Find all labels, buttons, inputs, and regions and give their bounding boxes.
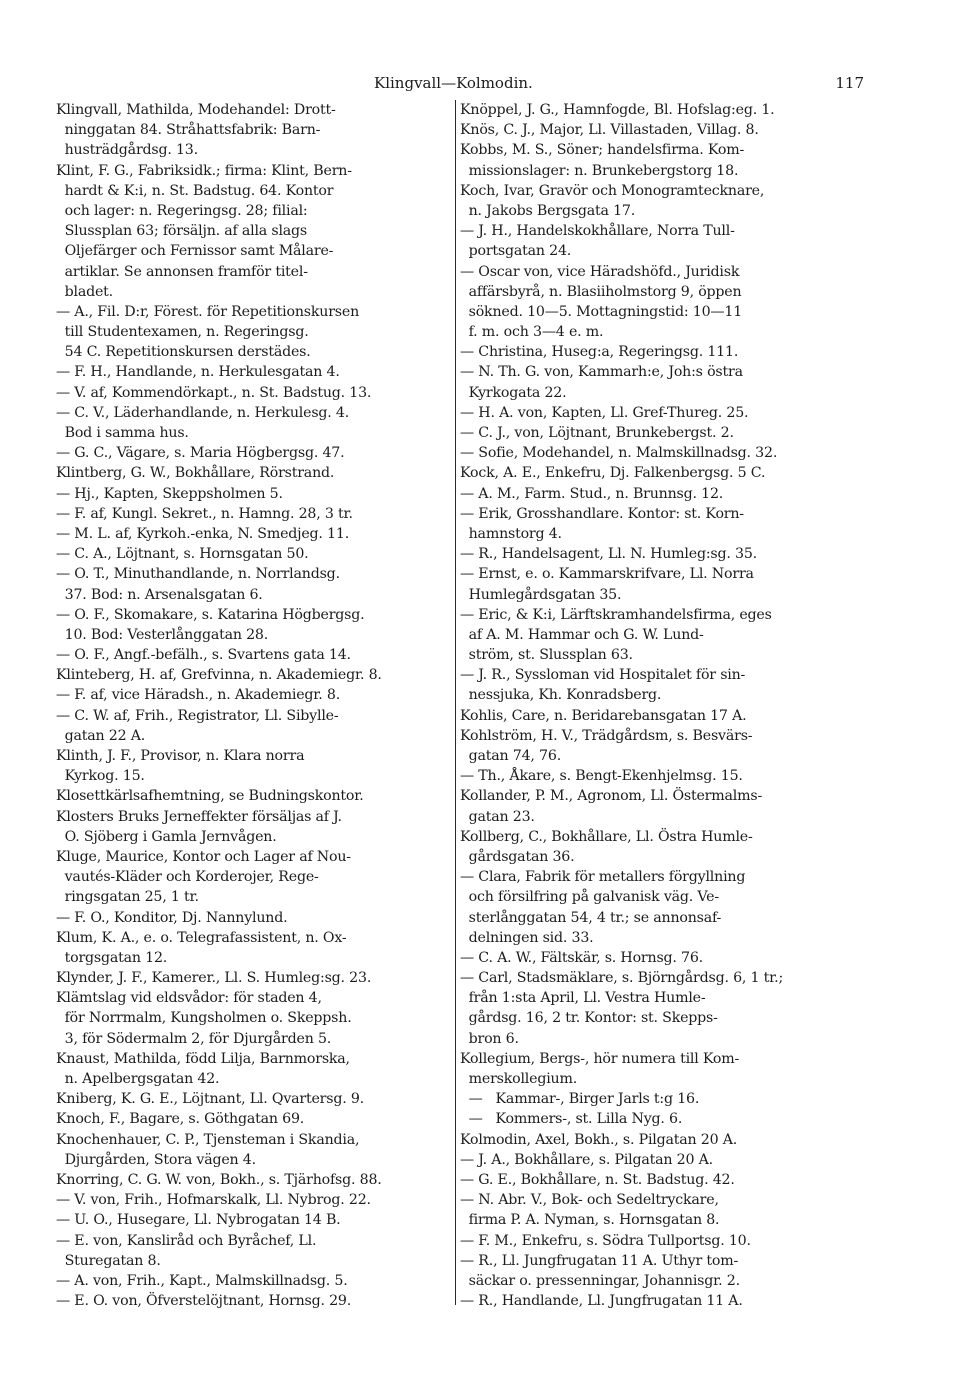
directory-entry-line: Klum, K. A., e. o. Telegrafassistent, n. Ox-: [56, 929, 347, 946]
directory-entry-line: Klinth, J. F., Provisor, n. Klara norra: [56, 748, 305, 764]
directory-entry-line: — A., Fil. D:r, Förest. för Repetitionskursen: [56, 303, 360, 320]
directory-entry-line: affärsbyrå, n. Blasiiholmstorg 9, öppen: [460, 283, 742, 300]
directory-entry-line: portsgatan 24.: [460, 243, 572, 260]
directory-entry-line: 10. Bod: Vesterlånggatan 28.: [56, 626, 269, 643]
directory-entry-line: firma P. A. Nyman, s. Hornsgatan 8.: [460, 1212, 720, 1229]
directory-entry-line: Klingvall, Mathilda, Modehandel: Drott-: [56, 102, 336, 118]
directory-entry-line: — V. von, Frih., Hofmarskalk, Ll. Nybrog. 22.: [56, 1192, 371, 1209]
directory-entry-line: Kyrkog. 15.: [56, 768, 145, 785]
directory-entry-line: — F. af, vice Häradsh., n. Akademiegr. 8.: [56, 687, 341, 704]
directory-entry-line: hamnstorg 4.: [460, 525, 562, 542]
directory-entry-line: gatan 22 A.: [56, 727, 146, 744]
directory-entry-line: — H. A. von, Kapten, Ll. Gref-Thureg. 25.: [460, 404, 749, 421]
directory-entry-line: sökned. 10—5. Mottagningstid: 10—11: [460, 303, 743, 320]
directory-entry-line: och lager: n. Regeringsg. 28; filial:: [56, 202, 308, 219]
directory-entry-line: — R., Handlande, Ll. Jungfrugatan 11 A.: [460, 1293, 743, 1310]
directory-entry-line: nessjuka, Kh. Konradsberg.: [460, 687, 662, 704]
directory-entry-line: ninggatan 84. Stråhattsfabrik: Barn-: [56, 122, 321, 139]
directory-entry-line: Oljefärger och Fernissor samt Målare-: [56, 243, 334, 260]
directory-entry-line: — Christina, Huseg:a, Regeringsg. 111.: [460, 344, 739, 361]
directory-entry-line: Klinteberg, H. af, Grefvinna, n. Akademiegr. 8.: [56, 667, 382, 684]
page-number: 117: [835, 74, 864, 92]
directory-entry-line: delningen sid. 33.: [460, 929, 594, 946]
directory-entry-line: säckar o. pressenningar, Johannisgr. 2.: [460, 1272, 740, 1289]
directory-entry-line: Kohlis, Care, n. Beridarebansgatan 17 A.: [460, 707, 747, 724]
left-column: [56, 100, 452, 1311]
directory-entry-line: 37. Bod: n. Arsenalsgatan 6.: [56, 586, 263, 603]
directory-entry-line: Knös, C. J., Major, Ll. Villastaden, Villag. 8.: [460, 122, 759, 139]
directory-entry-line: — O. T., Minuthandlande, n. Norrlandsg.: [56, 566, 340, 583]
directory-entry-line: — Oscar von, vice Häradshöfd., Juridisk: [460, 263, 740, 280]
directory-entry-line: — C. A., Löjtnant, s. Hornsgatan 50.: [56, 546, 309, 563]
directory-entry-line: Kohlström, H. V., Trädgårdsm, s. Besvärs-: [460, 727, 753, 744]
directory-entry-line: Knaust, Mathilda, född Lilja, Barnmorska,: [56, 1050, 350, 1067]
directory-entry-line: — Kammar-, Birger Jarls t:g 16.: [460, 1091, 700, 1108]
right-column: [460, 100, 866, 1311]
directory-entry-line: — A. M., Farm. Stud., n. Brunnsg. 12.: [460, 485, 724, 502]
directory-entry-line: — C. W. af, Frih., Registrator, Ll. Sibylle-: [56, 707, 339, 724]
directory-entry-line: vautés-Kläder och Korderojer, Rege-: [56, 869, 319, 886]
directory-entry-line: — F. H., Handlande, n. Herkulesgatan 4.: [56, 364, 340, 381]
directory-entry-line: Kniberg, K. G. E., Löjtnant, Ll. Qvartersg. 9.: [56, 1091, 364, 1108]
directory-entry-line: Humlegårdsgatan 35.: [460, 586, 622, 603]
directory-entry-line: Bod i samma hus.: [56, 425, 189, 441]
directory-entry-line: — R., Handelsagent, Ll. N. Humleg:sg. 35.: [460, 546, 757, 563]
directory-entry-line: Kobbs, M. S., Söner; handelsfirma. Kom-: [460, 142, 745, 159]
directory-entry-line: Koch, Ivar, Gravör och Monogramtecknare,: [460, 182, 765, 199]
directory-entry-line: — J. A., Bokhållare, s. Pilgatan 20 A.: [460, 1151, 713, 1168]
directory-entry-line: — G. C., Vägare, s. Maria Högbergsg. 47.: [56, 445, 345, 462]
directory-entry-line: — A. von, Frih., Kapt., Malmskillnadsg. 5.: [56, 1272, 348, 1289]
directory-entry-line: f. m. och 3—4 e. m.: [460, 324, 604, 341]
directory-entry-line: Knorring, C. G. W. von, Bokh., s. Tjärhofsg. 88.: [56, 1171, 382, 1188]
directory-entry-line: ström, st. Slussplan 63.: [460, 647, 633, 664]
directory-entry-line: Djurgården, Stora vägen 4.: [56, 1151, 256, 1168]
directory-entry-line: — U. O., Husegare, Ll. Nybrogatan 14 B.: [56, 1212, 341, 1229]
directory-entry-line: — Kommers-, st. Lilla Nyg. 6.: [460, 1111, 683, 1128]
running-title: Klingvall—Kolmodin.: [374, 74, 533, 92]
directory-entry-line: — G. E., Bokhållare, n. St. Badstug. 42.: [460, 1171, 735, 1188]
directory-entry-line: merskollegium.: [460, 1071, 578, 1087]
directory-entry-line: Kock, A. E., Enkefru, Dj. Falkenbergsg. 5 C.: [460, 465, 766, 482]
directory-entry-line: — Sofie, Modehandel, n. Malmskillnadsg. 32.: [460, 445, 778, 462]
directory-entry-line: — C. J., von, Löjtnant, Brunkebergst. 2.: [460, 425, 734, 441]
directory-entry-line: bladet.: [56, 283, 113, 300]
directory-entry-line: — C. V., Läderhandlande, n. Herkulesg. 4.: [56, 404, 350, 421]
directory-entry-line: bron 6.: [460, 1030, 519, 1047]
directory-entry-line: missionslager: n. Brunkebergstorg 18.: [460, 162, 739, 179]
directory-entry-line: Klosettkärlsafhemtning, se Budningskontor.: [56, 788, 364, 805]
directory-entry-line: Sturegatan 8.: [56, 1252, 161, 1269]
directory-entry-line: Klämtslag vid eldsvådor: för staden 4,: [56, 990, 322, 1007]
directory-entry-line: O. Sjöberg i Gamla Jernvågen.: [56, 828, 277, 845]
directory-entry-line: ringsgatan 25, 1 tr.: [56, 889, 199, 906]
directory-entry-line: — F. O., Konditor, Dj. Nannylund.: [56, 909, 288, 926]
directory-entry-line: 54 C. Repetitionskursen derstädes.: [56, 344, 311, 361]
directory-entry-line: Kolmodin, Axel, Bokh., s. Pilgatan 20 A.: [460, 1131, 738, 1148]
directory-entry-line: husträdgårdsg. 13.: [56, 142, 198, 159]
directory-entry-line: — F. M., Enkefru, s. Södra Tullportsg. 10.: [460, 1232, 751, 1249]
directory-entry-line: Kollberg, C., Bokhållare, Ll. Östra Humle-: [460, 828, 753, 845]
directory-entry-line: — Th., Åkare, s. Bengt-Ekenhjelmsg. 15.: [460, 768, 743, 785]
directory-entry-line: n. Jakobs Bergsgata 17.: [460, 202, 636, 219]
directory-entry-line: — V. af, Kommendörkapt., n. St. Badstug. 13.: [56, 384, 372, 401]
directory-entry-line: — O. F., Angf.-befälh., s. Svartens gata 14.: [56, 647, 351, 664]
page-header: [64, 74, 864, 96]
directory-entry-line: och försilfring på galvanisk väg. Ve-: [460, 889, 719, 906]
directory-entry-line: Knochenhauer, C. P., Tjensteman i Skandia,: [56, 1131, 360, 1148]
directory-entry-line: — J. H., Handelskokhållare, Norra Tull-: [460, 223, 735, 240]
directory-entry-line: gatan 23.: [460, 808, 535, 825]
directory-entry-line: — Ernst, e. o. Kammarskrifvare, Ll. Norra: [460, 566, 754, 583]
directory-entry-line: Knoch, F., Bagare, s. Göthgatan 69.: [56, 1111, 305, 1128]
directory-entry-line: — Eric, & K:i, Lärftskramhandelsfirma, eges: [460, 606, 772, 623]
directory-entry-line: sterlånggatan 54, 4 tr.; se annonsaf-: [460, 909, 722, 926]
directory-entry-line: — Hj., Kapten, Skeppsholmen 5.: [56, 485, 283, 502]
directory-entry-line: Klynder, J. F., Kamerer., Ll. S. Humleg:sg. 23.: [56, 970, 372, 987]
directory-entry-line: Kluge, Maurice, Kontor och Lager af Nou-: [56, 848, 351, 865]
directory-entry-line: — Erik, Grosshandlare. Kontor: st. Korn-: [460, 505, 744, 522]
directory-entry-line: hardt & K:i, n. St. Badstug. 64. Kontor: [56, 182, 334, 199]
directory-entry-line: — J. R., Syssloman vid Hospitalet för sin-: [460, 667, 746, 684]
directory-entry-line: artiklar. Se annonsen framför titel-: [56, 263, 308, 280]
directory-entry-line: gårdsgatan 36.: [460, 848, 575, 865]
directory-entry-line: Kollegium, Bergs-, hör numera till Kom-: [460, 1050, 740, 1067]
directory-entry-line: Slussplan 63; försäljn. af alla slags: [56, 223, 308, 240]
directory-entry-line: af A. M. Hammar och G. W. Lund-: [460, 626, 704, 643]
directory-entry-line: — E. O. von, Öfverstelöjtnant, Hornsg. 29.: [56, 1293, 352, 1310]
directory-entry-line: — F. af, Kungl. Sekret., n. Hamng. 28, 3 tr.: [56, 505, 353, 522]
directory-entry-line: — Carl, Stadsmäklare, s. Björngårdsg. 6, 1 tr.;: [460, 970, 784, 987]
directory-entry-line: gårdsg. 16, 2 tr. Kontor: st. Skepps-: [460, 1010, 718, 1027]
directory-entry-line: — N. Abr. V., Bok- och Sedeltryckare,: [460, 1192, 719, 1209]
directory-entry-line: till Studentexamen, n. Regeringsg.: [56, 324, 309, 341]
directory-entry-line: torgsgatan 12.: [56, 949, 168, 966]
directory-entry-line: — C. A. W., Fältskär, s. Hornsg. 76.: [460, 949, 703, 966]
directory-entry-line: Kyrkogata 22.: [460, 384, 567, 401]
directory-entry-line: gatan 74, 76.: [460, 748, 562, 764]
directory-entry-line: — E. von, Kansliråd och Byråchef, Ll.: [56, 1232, 317, 1249]
column-divider: [455, 100, 456, 1305]
directory-entry-line: Klint, F. G., Fabriksidk.; firma: Klint, Bern-: [56, 162, 352, 179]
directory-entry-line: — Clara, Fabrik för metallers förgyllning: [460, 869, 746, 886]
directory-entry-line: Klosters Bruks Jerneffekter försäljas af J.: [56, 808, 342, 825]
directory-entry-line: Kollander, P. M., Agronom, Ll. Östermalms-: [460, 788, 763, 805]
directory-entry-line: 3, för Södermalm 2, för Djurgården 5.: [56, 1030, 332, 1047]
directory-entry-line: — O. F., Skomakare, s. Katarina Högbergsg.: [56, 606, 365, 623]
directory-entry-line: Klintberg, G. W., Bokhållare, Rörstrand.: [56, 465, 335, 482]
directory-entry-line: från 1:sta April, Ll. Vestra Humle-: [460, 990, 706, 1007]
directory-entry-line: Knöppel, J. G., Hamnfogde, Bl. Hofslag:eg. 1.: [460, 102, 775, 118]
directory-entry-line: — N. Th. G. von, Kammarh:e, Joh:s östra: [460, 364, 743, 381]
directory-entry-line: — M. L. af, Kyrkoh.-enka, N. Smedjeg. 11.: [56, 525, 350, 542]
directory-entry-line: för Norrmalm, Kungsholmen o. Skeppsh.: [56, 1010, 352, 1027]
directory-entry-line: — R., Ll. Jungfrugatan 11 A. Uthyr tom-: [460, 1252, 739, 1269]
directory-entry-line: n. Apelbergsgatan 42.: [56, 1071, 220, 1087]
